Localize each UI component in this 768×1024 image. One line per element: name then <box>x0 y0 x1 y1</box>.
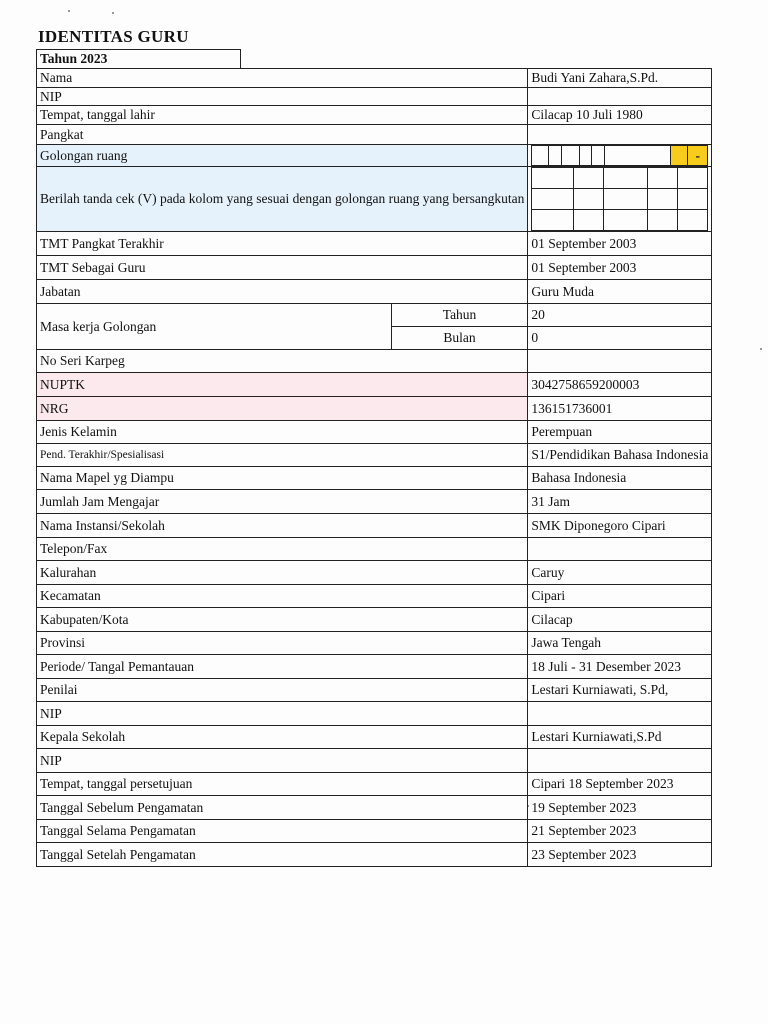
row-label: Tempat, tanggal persetujuan <box>37 773 528 796</box>
row-label: Tanggal Selama Pengamatan <box>37 820 528 843</box>
row-value: Lestari Kurniawati, S.Pd, <box>528 679 712 702</box>
check-spacer <box>708 168 709 189</box>
row-value <box>528 749 712 773</box>
check-box[interactable] <box>604 168 648 189</box>
check-box[interactable] <box>532 168 574 189</box>
check-box[interactable] <box>532 210 574 231</box>
table-row <box>37 679 712 702</box>
row-label: Tanggal Setelah Pengamatan <box>37 843 528 867</box>
table-row <box>37 467 712 490</box>
row-value <box>528 538 712 561</box>
row-label: Pangkat <box>37 125 528 145</box>
table-row <box>37 820 712 843</box>
golongan-box[interactable] <box>549 146 562 166</box>
table-row <box>37 421 712 444</box>
table-row <box>37 514 712 538</box>
row-value: Cipari 18 September 2023 <box>528 773 712 796</box>
row-value: SMK Diponegoro Cipari <box>528 514 712 538</box>
table-row <box>37 608 712 632</box>
row-label: TMT Pangkat Terakhir <box>37 232 528 256</box>
row-value: Budi Yani Zahara,S.Pd. <box>528 69 712 88</box>
row-label: Telepon/Fax <box>37 538 528 561</box>
row-value <box>528 125 712 145</box>
row-label: Tanggal Sebelum Pengamatan <box>37 796 528 820</box>
row-value: 21 September 2023 <box>528 820 712 843</box>
row-value: Guru Muda <box>528 280 712 304</box>
row-value: Cilacap <box>528 608 712 632</box>
row-label: Provinsi <box>37 632 528 655</box>
check-box[interactable] <box>574 210 604 231</box>
row-label: Jabatan <box>37 280 528 304</box>
check-box[interactable] <box>647 210 677 231</box>
golongan-spacer <box>604 146 670 166</box>
year-label: Tahun 2023 <box>36 49 241 68</box>
row-value <box>528 702 712 726</box>
check-box[interactable] <box>678 189 708 210</box>
row-label: Periode/ Tangal Pemantauan <box>37 655 528 679</box>
row-value: Cipari <box>528 585 712 608</box>
row-value: 23 September 2023 <box>528 843 712 867</box>
table-row <box>37 655 712 679</box>
check-box[interactable] <box>604 189 648 210</box>
row-value: Bahasa Indonesia <box>528 467 712 490</box>
table-row <box>37 585 712 608</box>
scan-speck <box>68 10 70 12</box>
row-value: 136151736001 <box>528 397 712 421</box>
row-value: 01 September 2003 <box>528 232 712 256</box>
row-label: Pend. Terakhir/Spesialisasi <box>37 444 528 467</box>
table-row <box>37 561 712 585</box>
table-row <box>37 69 712 88</box>
table-row <box>37 350 712 373</box>
table-row <box>37 796 712 820</box>
table-row <box>37 280 712 304</box>
golongan-highlight <box>670 146 688 166</box>
row-value: S1/Pendidikan Bahasa Indonesia <box>528 444 712 467</box>
row-value: Lestari Kurniawati,S.Pd <box>528 726 712 749</box>
masa-kerja-label: Masa kerja Golongan <box>37 304 392 350</box>
table-row <box>37 538 712 561</box>
row-label: TMT Sebagai Guru <box>37 256 528 280</box>
row-label: Kepala Sekolah <box>37 726 528 749</box>
tahun-value: 20 <box>528 304 712 327</box>
golongan-row <box>37 145 712 167</box>
table-row <box>37 773 712 796</box>
table-row <box>37 490 712 514</box>
tahun-label: Tahun <box>391 304 528 327</box>
table-row <box>37 88 712 106</box>
check-box[interactable] <box>604 210 648 231</box>
table-row <box>37 256 712 280</box>
row-value: 3042758659200003 <box>528 373 712 397</box>
row-label: Penilai <box>37 679 528 702</box>
row-value: 01 September 2003 <box>528 256 712 280</box>
instruction-row <box>37 167 712 232</box>
row-label: Nama Instansi/Sekolah <box>37 514 528 538</box>
bulan-label: Bulan <box>391 327 528 350</box>
table-row <box>37 749 712 773</box>
row-label: Jumlah Jam Mengajar <box>37 490 528 514</box>
row-label: Kalurahan <box>37 561 528 585</box>
golongan-box[interactable] <box>592 146 605 166</box>
table-row <box>37 444 712 467</box>
row-value <box>528 88 712 106</box>
check-grid <box>528 167 712 232</box>
table-row <box>37 726 712 749</box>
row-label: Tempat, tanggal lahir <box>37 106 528 125</box>
row-value: Jawa Tengah <box>528 632 712 655</box>
check-box[interactable] <box>678 210 708 231</box>
row-label: Jenis Kelamin <box>37 421 528 444</box>
row-label: Nama Mapel yg Diampu <box>37 467 528 490</box>
table-row <box>37 632 712 655</box>
table-row <box>37 397 712 421</box>
row-value: Cilacap 10 Juli 1980 <box>528 106 712 125</box>
golongan-label: Golongan ruang <box>37 145 528 167</box>
table-row <box>37 106 712 125</box>
row-label: NIP <box>37 88 528 106</box>
check-spacer <box>708 189 709 210</box>
row-label: Kecamatan <box>37 585 528 608</box>
row-value: Perempuan <box>528 421 712 444</box>
row-value: 31 Jam <box>528 490 712 514</box>
golongan-marker: - <box>688 146 708 166</box>
golongan-box[interactable] <box>532 146 549 166</box>
row-value: 18 Juli - 31 Desember 2023 <box>528 655 712 679</box>
check-box[interactable] <box>574 168 604 189</box>
masa-kerja-row <box>37 304 712 327</box>
check-box[interactable] <box>647 189 677 210</box>
identity-table <box>36 68 712 867</box>
table-row <box>37 843 712 867</box>
table-row <box>37 373 712 397</box>
table-row <box>37 232 712 256</box>
table-row <box>37 125 712 145</box>
row-label: Kabupaten/Kota <box>37 608 528 632</box>
bulan-value: 0 <box>528 327 712 350</box>
row-label: NUPTK <box>37 373 528 397</box>
row-value: 19 September 2023 <box>528 796 712 820</box>
golongan-boxes <box>528 145 712 167</box>
scan-speck <box>112 12 114 14</box>
row-label: NIP <box>37 702 528 726</box>
golongan-instruction: Berilah tanda cek (V) pada kolom yang sesuai dengan golongan ruang yang bersangkutan <box>37 167 528 232</box>
row-label: NIP <box>37 749 528 773</box>
row-value <box>528 350 712 373</box>
row-label: NRG <box>37 397 528 421</box>
golongan-box[interactable] <box>579 146 592 166</box>
check-spacer <box>708 210 709 231</box>
check-box[interactable] <box>574 189 604 210</box>
row-label: No Seri Karpeg <box>37 350 528 373</box>
page-title: IDENTITAS GURU <box>38 27 189 46</box>
row-label: Nama <box>37 69 528 88</box>
check-box[interactable] <box>532 189 574 210</box>
check-box[interactable] <box>678 168 708 189</box>
table-row <box>37 702 712 726</box>
scan-speck <box>760 348 762 350</box>
golongan-box[interactable] <box>561 146 579 166</box>
row-value: Caruy <box>528 561 712 585</box>
check-box[interactable] <box>647 168 677 189</box>
